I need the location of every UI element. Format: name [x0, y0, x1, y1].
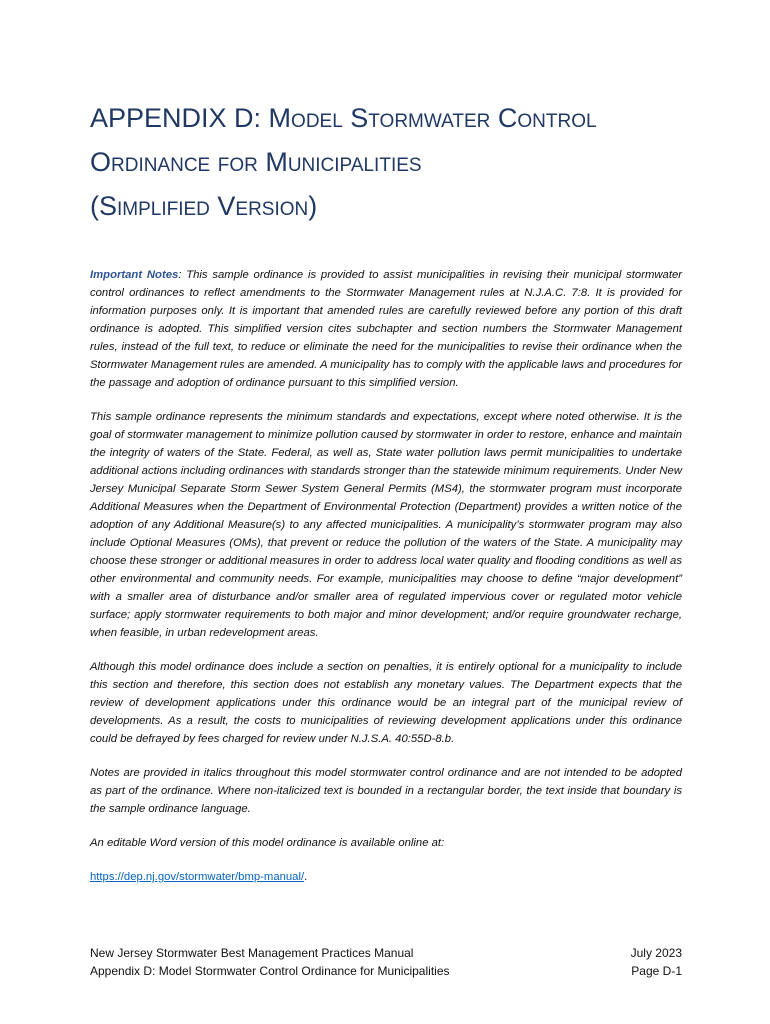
footer-row-2 — [90, 962, 682, 980]
title-line-3: (Simplified Version) — [90, 191, 318, 221]
paragraph-notes-italics: Notes are provided in italics throughout this model stormwater control ordinance and are not intended to be adopted as part of the ordinance. Where non-italicized text is bounded in a rectangular border, the text inside that boundary is the sample ordinance language. — [90, 767, 682, 815]
footer-appendix-title: Appendix D: Model Stormwater Control Ordinance for Municipalities — [90, 964, 450, 978]
footer-row-1 — [90, 944, 682, 962]
paragraph-penalties: Although this model ordinance does include a section on penalties, it is entirely optional for a municipality to include this section and therefore, this section does not establish any monetary values. The Department expects that the review of development applications under this ordinance would be an integral part of the municipal review of developments. As a result, the costs to municipalities of reviewing development applications under this ordinance could be defrayed by fees charged for review under N.J.S.A. 40:55D-8.b. — [90, 661, 682, 745]
document-body — [90, 266, 682, 902]
bmp-manual-link[interactable]: https://dep.nj.gov/stormwater/bmp-manual/ — [90, 871, 305, 883]
footer-date: July 2023 — [630, 946, 682, 960]
link-trailing-period: . — [304, 871, 308, 883]
footer-page-number: Page D-1 — [631, 964, 682, 978]
title-line-1: APPENDIX D: Model Stormwater Control — [90, 103, 597, 133]
link-line — [90, 868, 682, 886]
paragraph-editable-version: An editable Word version of this model ordinance is available online at: — [90, 837, 445, 849]
important-notes-paragraph — [90, 266, 682, 392]
title-line-2: Ordinance for Municipalities — [90, 147, 422, 177]
important-notes-colon: : — [178, 269, 182, 281]
footer-manual-title: New Jersey Stormwater Best Management Practices Manual — [90, 946, 414, 960]
paragraph-minimum-standards: This sample ordinance represents the minimum standards and expectations, except where noted otherwise. It is the goal of stormwater management to minimize pollution caused by stormwater in order to restore, enhance and maintain the integrity of waters of the State. Federal, as well as, State water pollution laws permit municipalities to undertake additional actions including ordinances with standards stronger than the statewide minimum requirements. Under New Jersey Municipal Separate Storm Sewer System General Permits (MS4), the stormwater program must incorporate Additional Measures when the Department of Environmental Protection (Department) provides a written notice of the adoption of any Additional Measure(s) to any affected municipalities. A municipality’s stormwater program may also include Optional Measures (OMs), that prevent or reduce the pollution of the waters of the State. A municipality may choose these stronger or additional measures in order to address local water quality and flooding conditions as well as other environmental and community needs. For example, municipalities may choose to define “major development” with a smaller area of disturbance and/or smaller area of regulated impervious cover or regulated motor vehicle surface; apply stormwater requirements to both major and minor development; and/or require groundwater recharge, when feasible, in urban redevelopment areas. — [90, 411, 682, 639]
page-title — [90, 96, 710, 228]
page-footer — [90, 944, 682, 980]
important-notes-text: This sample ordinance is provided to assist municipalities in revising their municipal stormwater control ordinances to reflect amendments to the Stormwater Management rules at N.J.A.C. 7:8. It is provided for information purposes only. It is important that amended rules are carefully reviewed before any portion of this draft ordinance is adopted. This simplified version cites subchapter and section numbers the Stormwater Management rules, instead of the full text, to reduce or eliminate the need for the municipalities to revise their ordinance when the Stormwater Management rules are amended. A municipality has to comply with the applicable laws and procedures for the passage and adoption of ordinance pursuant to this simplified version. — [90, 269, 682, 389]
important-notes-label: Important Notes — [90, 269, 179, 281]
